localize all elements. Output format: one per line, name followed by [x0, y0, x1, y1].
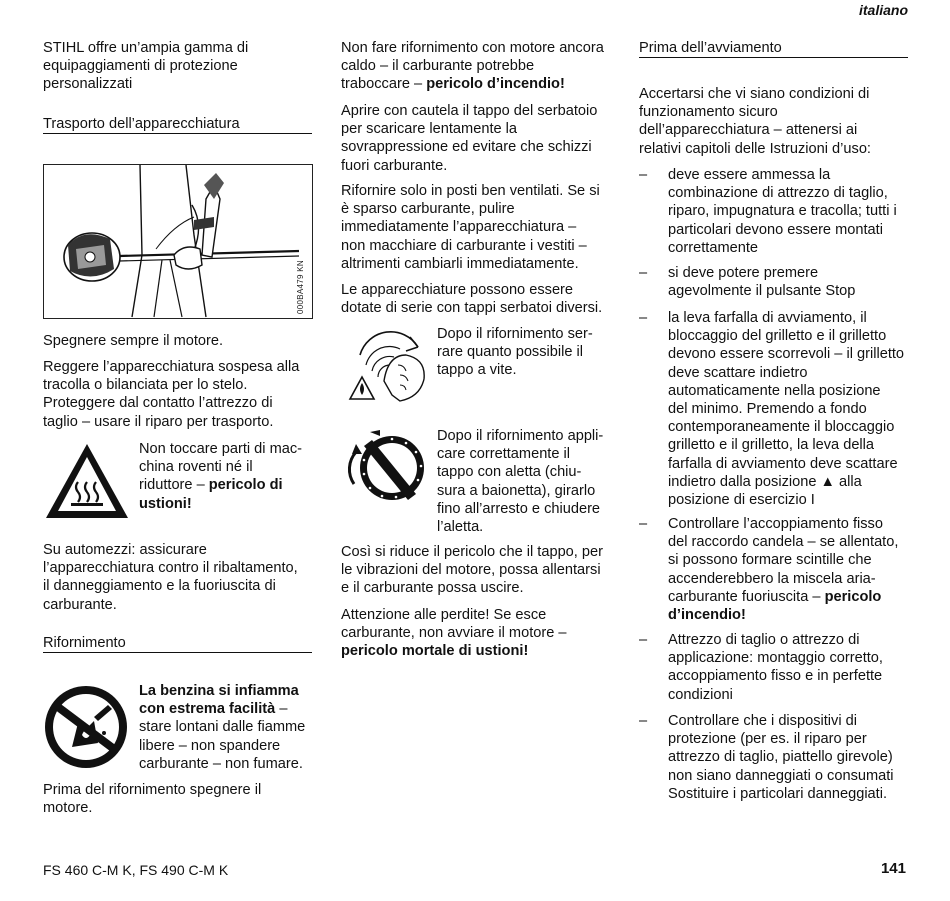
- text-line: china roventi né il: [139, 459, 253, 476]
- text-line: devono essere scorrevoli – il grilletto: [668, 346, 905, 363]
- text-line: carburante, non avviare il motore –: [341, 625, 567, 642]
- text-line: non siano danneggiati o consumati: [668, 767, 894, 784]
- text-line: STIHL offre un’ampia gamma di: [43, 40, 249, 56]
- page-number: 141: [880, 860, 906, 877]
- text-line: del raccordo candela – se allentato,: [668, 534, 899, 551]
- text-line: Prima del rifornimento spegnere il: [43, 782, 262, 798]
- text-line: Rifornire solo in posti ben ventilati. Se si: [341, 183, 600, 199]
- text-line: il danneggiamento e la fuoriuscita di: [43, 578, 276, 595]
- text-line: e il carburante possa uscire.: [341, 580, 524, 597]
- text-line: Dopo il rifornimento appli-: [437, 428, 604, 444]
- text-line: attrezzo di taglio, piattello girevole): [668, 749, 893, 766]
- text-line: Reggere l’apparecchiatura sospesa alla: [43, 359, 300, 375]
- paragraph-before-refuel: [43, 781, 318, 817]
- text-line: le vibrazioni del motore, possa allentarsi: [341, 562, 601, 579]
- text-line: altrimenti cambiarli immediatamente.: [341, 255, 579, 272]
- text-line: del minimo. Premendo a fondo: [668, 401, 867, 418]
- text-line: Controllare che i dispositivi di: [668, 713, 857, 729]
- text-line: particolari devono essere montati: [668, 221, 883, 238]
- paragraph-carry: [43, 358, 318, 431]
- text-line: dell’apparecchiatura – attenersi ai: [639, 122, 858, 139]
- text-line: accoppiamento fisso e in perfette: [668, 668, 883, 685]
- text-line: sura a baionetta), girarlo: [437, 482, 596, 499]
- text-line: ustioni!: [139, 495, 192, 512]
- text-line: carburante.: [43, 596, 117, 613]
- text-line: Proteggere dal contatto l’attrezzo di: [43, 395, 273, 412]
- text-line: indietro dalla posizione ▲ alla: [668, 473, 862, 490]
- text-line: Su automezzi: assicurare: [43, 542, 207, 558]
- text-line: Attrezzo di taglio o attrezzo di: [668, 632, 860, 648]
- hot-surface-warning-icon: [43, 440, 131, 522]
- text-line: sovrappressione ed evitare che schizzi: [341, 139, 592, 156]
- text-line: Aprire con cautela il tappo del serbatoio: [341, 103, 598, 119]
- text-line: traboccare – pericolo d’incendio!: [341, 76, 565, 93]
- text-line: protezione (per es. il riparo per: [668, 731, 867, 748]
- language-label: italiano: [858, 2, 908, 18]
- text-line: è sparso carburante, pulire: [341, 201, 515, 218]
- text-line: condizioni: [668, 686, 733, 703]
- text-line: caldo – il carburante potrebbe: [341, 58, 535, 75]
- text-line: non macchiare di carburante i vestiti –: [341, 237, 587, 254]
- col1-intro: [43, 39, 313, 94]
- text-line: posizione di esercizio I: [668, 492, 815, 509]
- text-line: Controllare l’accoppiamento fisso: [668, 516, 883, 532]
- text-line: tappo a vite.: [437, 362, 517, 379]
- text-line: Così si riduce il pericolo che il tappo, per: [341, 544, 604, 560]
- screw-cap-text: [437, 325, 617, 380]
- text-line: farfalla di avviamento deve scattare: [668, 455, 898, 472]
- text-line: rare quanto possibile il: [437, 344, 584, 361]
- text-line: deve scattare indietro: [668, 364, 808, 381]
- text-line: Accertarsi che vi siano condizioni di: [639, 86, 870, 102]
- transport-figure: [43, 164, 313, 319]
- text-line: dotate di serie con tappi serbatoi diversi.: [341, 300, 603, 317]
- section-heading-before-start: Prima dell’avviamento: [639, 39, 908, 58]
- text-line: carburante fuoriuscita – pericolo: [668, 588, 882, 605]
- text-line: l’apparecchiatura contro il ribaltamento,: [43, 560, 298, 577]
- text-line: la leva farfalla di avviamento, il: [668, 310, 867, 326]
- text-line: correttamente: [668, 239, 759, 256]
- text-line: Sostituire i particolari danneggiati.: [668, 785, 888, 802]
- paragraph-hot-engine: [341, 39, 616, 94]
- fuel-flammable-warning-text: [139, 682, 319, 773]
- text-line: Non toccare parti di mac-: [139, 441, 303, 457]
- text-line: care correttamente il: [437, 446, 571, 463]
- text-line: La benzina si infiamma: [139, 683, 299, 699]
- text-line: l’aletta.: [437, 519, 484, 536]
- paragraph-caps: [341, 281, 616, 317]
- paragraph-ventilated: [341, 182, 616, 273]
- text-line: applicazione: montaggio corretto,: [668, 650, 883, 667]
- text-line: riduttore – pericolo di: [139, 477, 283, 494]
- text-line: equipaggiamenti di protezione: [43, 58, 238, 75]
- bayonet-cap-text: [437, 427, 617, 536]
- text-line: tracolla o bilanciata per lo stelo.: [43, 377, 248, 394]
- paragraph-leak: [341, 606, 621, 661]
- text-line: si possono formare scintille che: [668, 552, 872, 569]
- section-heading-transport: Trasporto dell’apparecchiatura: [43, 115, 312, 134]
- text-line: Dopo il rifornimento ser-: [437, 326, 593, 342]
- no-open-flame-icon: [42, 683, 130, 771]
- text-line: tappo con aletta (chiu-: [437, 464, 582, 481]
- figure-code: 000BA479 KN: [295, 259, 305, 314]
- bayonet-cap-icon: [340, 424, 432, 506]
- text-line: Spegnere sempre il motore.: [43, 333, 224, 349]
- text-line: deve essere ammessa la: [668, 167, 831, 183]
- screw-cap-tighten-icon: [340, 325, 432, 405]
- text-line: libere – non spandere: [139, 737, 281, 754]
- text-line: accenderebbero la miscela aria-: [668, 570, 876, 587]
- text-line: stare lontani dalle fiamme: [139, 719, 306, 736]
- text-line: funzionamento sicuro: [639, 104, 778, 121]
- text-line: d’incendio!: [668, 607, 746, 624]
- paragraph-vibration: [341, 543, 621, 598]
- paragraph-stop-engine: [43, 332, 313, 350]
- text-line: per scaricare lentamente la: [341, 121, 518, 138]
- text-line: combinazione di attrezzo di taglio,: [668, 185, 888, 202]
- text-line: personalizzati: [43, 76, 133, 93]
- section-heading-refuel: Rifornimento: [43, 634, 312, 653]
- text-line: automaticamente nella posizione: [668, 382, 881, 399]
- text-line: relativi capitoli delle Istruzioni d’uso:: [639, 140, 871, 157]
- text-line: con estrema facilità –: [139, 701, 288, 718]
- paragraph-open-cap: [341, 102, 616, 175]
- person-carrying-brushcutter-illustration: [44, 165, 312, 318]
- text-line: fuori carburante.: [341, 157, 448, 174]
- text-line: carburante – non fumare.: [139, 755, 303, 772]
- text-line: fino all’arresto e chiudere: [437, 500, 601, 517]
- text-line: si deve potere premere: [668, 265, 819, 281]
- text-line: taglio – usare il riparo per trasporto.: [43, 413, 274, 430]
- text-line: Le apparecchiature possono essere: [341, 282, 574, 298]
- text-line: agevolmente il pulsante Stop: [668, 283, 856, 300]
- text-line: riparo, impugnatura e tracolla; tutti i: [668, 203, 897, 220]
- text-line: Non fare rifornimento con motore ancora: [341, 40, 604, 56]
- text-line: immediatamente l’apparecchiatura –: [341, 219, 577, 236]
- text-line: grilletto e il grilletto, la leva della: [668, 437, 875, 454]
- paragraph-vehicle: [43, 541, 318, 614]
- footer-model: FS 460 C-M K, FS 490 C-M K: [43, 862, 229, 878]
- text-line: pericolo mortale di ustioni!: [341, 643, 529, 660]
- text-line: Attenzione alle perdite! Se esce: [341, 607, 547, 623]
- paragraph-start-intro: [639, 85, 914, 158]
- text-line: bloccaggio del grilletto e il grilletto: [668, 328, 887, 345]
- text-line: contemporaneamente il bloccaggio: [668, 419, 895, 436]
- text-line: motore.: [43, 800, 93, 817]
- hot-surface-warning-text: [139, 440, 314, 513]
